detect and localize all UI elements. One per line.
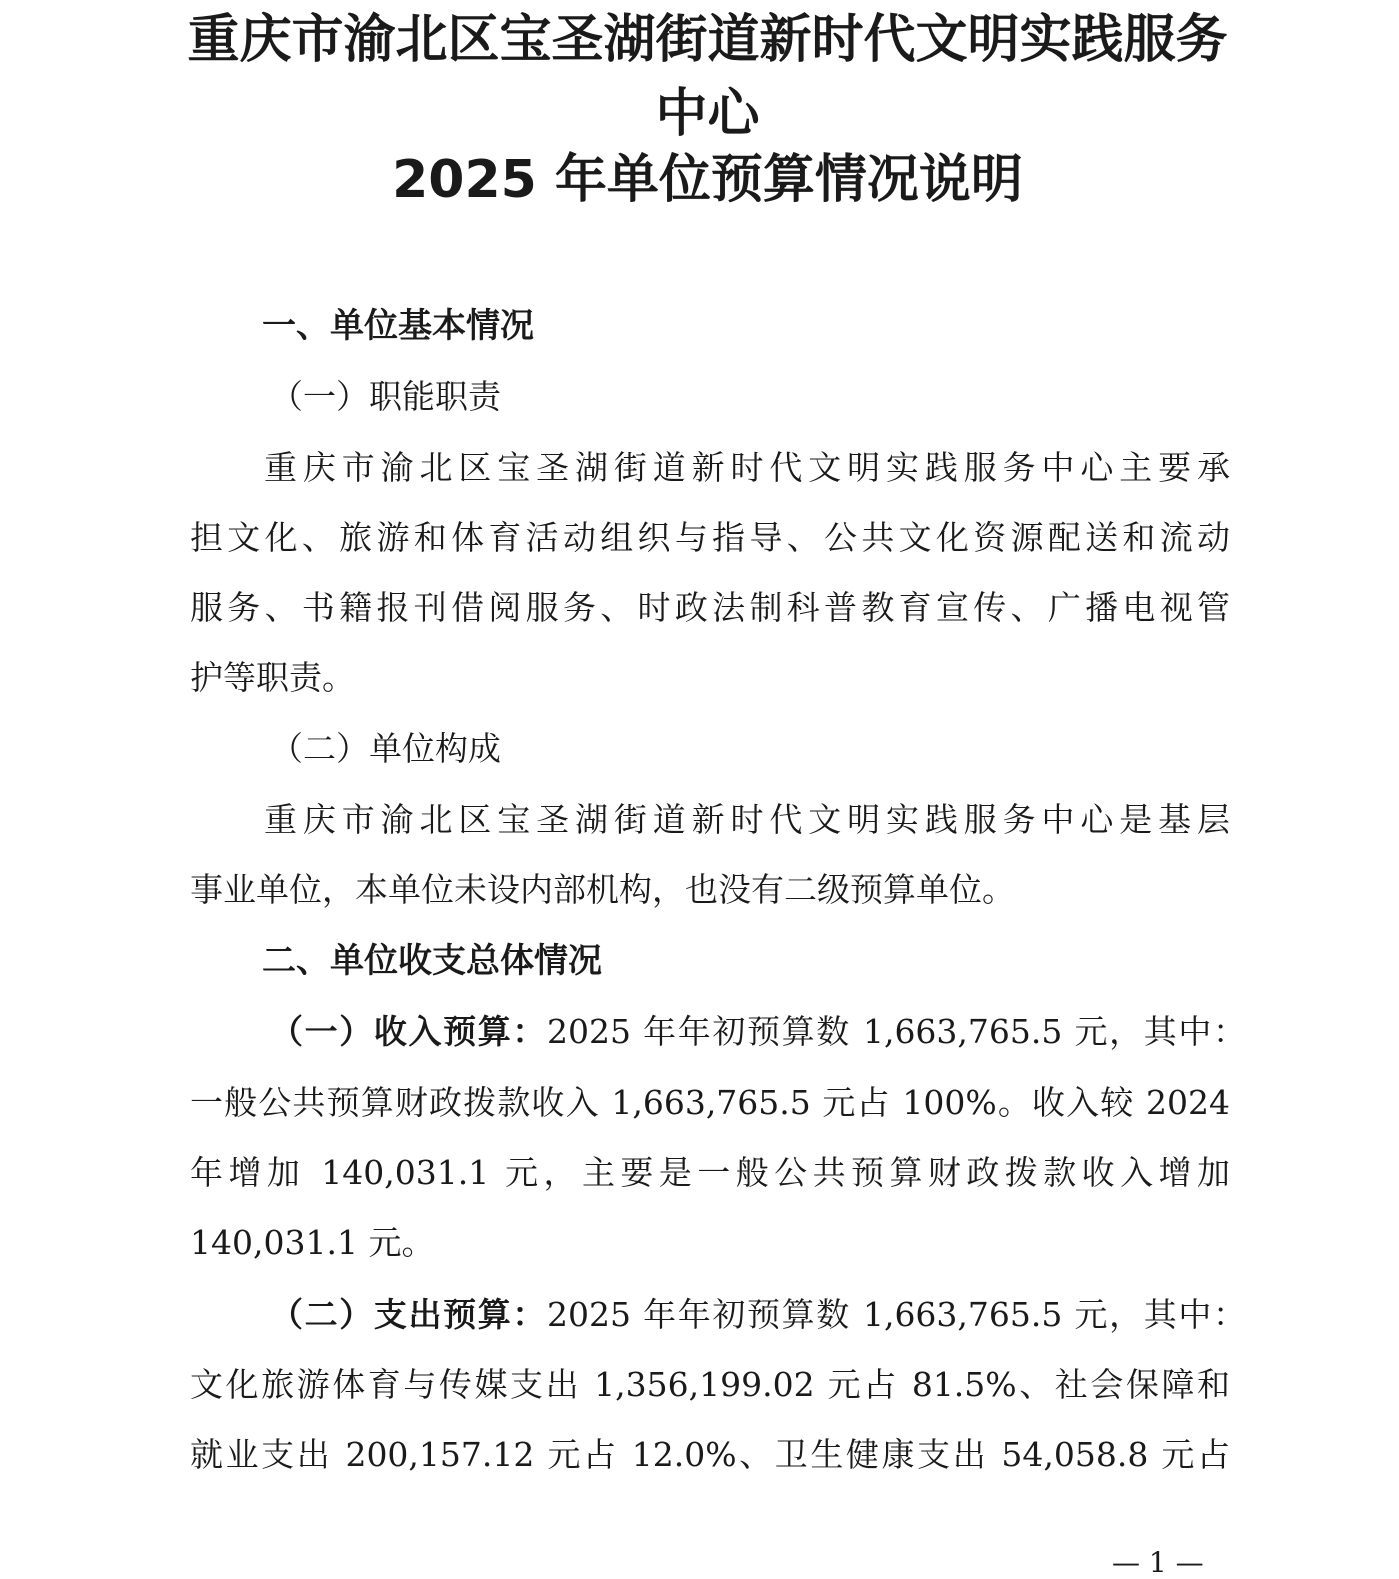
expenditure-budget-label: （二）支出预算： xyxy=(270,1295,547,1334)
paragraph-line: 重庆市渝北区宝圣湖街道新时代文明实践服务中心主要承 xyxy=(264,448,1230,487)
document-title-line-2: 中心 xyxy=(655,84,760,144)
paragraph-line-expenditure-budget xyxy=(270,1295,1246,1335)
subsection-heading-structure: （二）单位构成 xyxy=(270,729,501,768)
paragraph-line: 重庆市渝北区宝圣湖街道新时代文明实践服务中心是基层 xyxy=(264,800,1230,839)
section-heading-basic-info: 一、单位基本情况 xyxy=(262,306,534,346)
paragraph-line: 就业支出 200,157.12 元占 12.0%、卫生健康支出 54,058.8 元占 xyxy=(190,1435,1230,1474)
paragraph-line: 140,031.1 元。 xyxy=(190,1223,435,1262)
paragraph-line: 事业单位，本单位未设内部机构，也没有二级预算单位。 xyxy=(190,870,1015,909)
paragraph-line: 担文化、旅游和体育活动组织与指导、公共文化资源配送和流动 xyxy=(190,518,1230,557)
document-title-line-3: 2025 年单位预算情况说明 xyxy=(392,150,1023,210)
paragraph-line: 文化旅游体育与传媒支出 1,356,199.02 元占 81.5%、社会保障和 xyxy=(190,1365,1230,1404)
section-heading-budget-overview: 二、单位收支总体情况 xyxy=(262,941,602,981)
paragraph-line: 服务、书籍报刊借阅服务、时政法制科普教育宣传、广播电视管 xyxy=(190,588,1230,627)
document-title-line-1: 重庆市渝北区宝圣湖街道新时代文明实践服务 xyxy=(187,10,1228,70)
page-number: — 1 — xyxy=(1112,1546,1204,1579)
expenditure-budget-text: 2025 年年初预算数 1,663,765.5 元，其中： xyxy=(547,1295,1247,1334)
paragraph-line: 一般公共预算财政拨款收入 1,663,765.5 元占 100%。收入较 2024 xyxy=(190,1083,1230,1122)
subsection-heading-functions: （一）职能职责 xyxy=(270,377,501,416)
paragraph-line-income-budget xyxy=(270,1012,1246,1052)
paragraph-line: 年增加 140,031.1 元，主要是一般公共预算财政拨款收入增加 xyxy=(190,1153,1230,1192)
income-budget-text: 2025 年年初预算数 1,663,765.5 元，其中： xyxy=(547,1012,1247,1051)
income-budget-label: （一）收入预算： xyxy=(270,1012,547,1051)
paragraph-line: 护等职责。 xyxy=(190,658,355,697)
